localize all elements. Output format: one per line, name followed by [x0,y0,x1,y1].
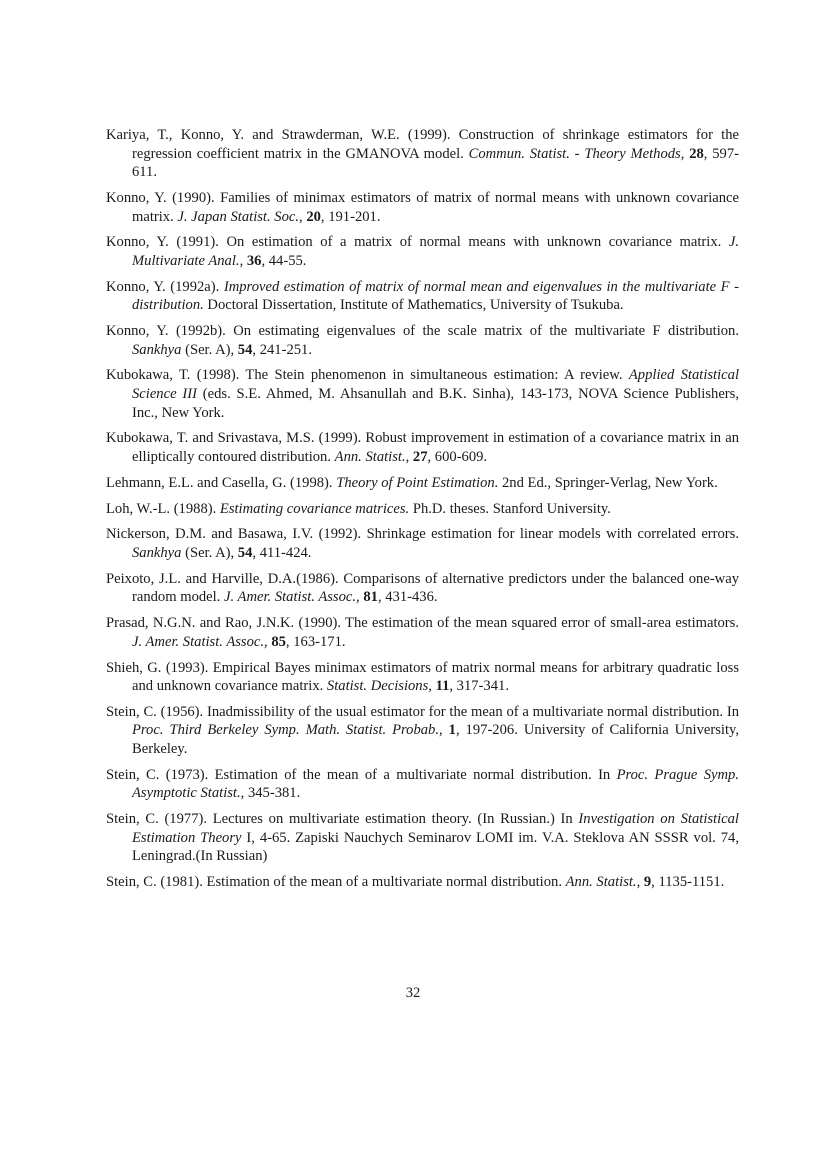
reference-list [106,126,739,899]
reference-volume: 20 [306,208,321,225]
reference-journal: Commun. Statist. - Theory Methods [468,145,681,162]
reference-text: Doctoral Dissertation, Institute of Mathematics, University of Tsukuba. [203,297,624,314]
reference-entry [106,474,739,493]
reference-text: (eds. S.E. Ahmed, M. Ahsanullah and B.K. Sinha), 143-173, NOVA Science Publishers, Inc., New York. [132,386,739,421]
reference-pages: , 1135-1151. [651,874,725,891]
reference-text: , [239,252,247,269]
reference-pages: , 600-609. [427,449,488,466]
reference-text: (Ser. A), [181,544,238,561]
reference-text: Peixoto, J.L. and Harville, D.A.(1986). Comparisons of alternative predictors under the balanced one-way random model. [106,570,739,606]
reference-text: Stein, C. (1981). Estimation of the mean of a multivariate normal distribution. [106,874,566,891]
reference-text: Ph.D. theses. Stanford University. [409,500,611,517]
reference-text: , [439,722,449,739]
reference-journal: Sankhya [132,341,182,358]
reference-text: Nickerson, D.M. and Basawa, I.V. (1992). Shrinkage estimation for linear models with correlated errors. [106,526,739,543]
reference-pages: , 163-171. [285,633,346,650]
reference-text: Kariya, T., Konno, Y. and Strawderman, W.E. (1999). Construction of shrinkage estimators for the regression coefficient matrix in the GMANOVA model. [106,127,739,162]
reference-journal: Proc. Prague Symp. Asymptotic Statist. [132,766,739,802]
reference-journal: J. Multivariate Anal. [132,234,739,269]
reference-entry [106,278,739,315]
reference-text: 2nd Ed., Springer-Verlag, New York. [498,474,718,491]
reference-entry [106,366,739,422]
reference-text: , [636,874,644,891]
reference-title: Investigation on Statistical Estimation Theory [132,811,739,846]
reference-journal: Proc. Third Berkeley Symp. Math. Statist. Probab. [132,722,440,739]
reference-volume: 27 [412,449,428,466]
reference-volume: 54 [237,544,253,561]
reference-text: Stein, C. (1977). Lectures on multivariate estimation theory. (In Russian.) In [106,811,579,828]
reference-volume: 85 [271,633,286,650]
reference-volume: 36 [246,252,262,269]
reference-entry [106,766,739,803]
reference-text: Konno, Y. (1990). Families of minimax estimators of matrix of normal means with unknown covariance matrix. [106,189,739,225]
reference-pages: , 191-201. [320,208,381,225]
reference-entry [106,570,739,607]
reference-text: Konno, Y. (1992a). [106,278,224,295]
reference-pages: , 431-436. [377,589,438,606]
reference-pages: , 241-251. [252,341,312,358]
reference-text: Prasad, N.G.N. and Rao, J.N.K. (1990). The estimation of the mean squared error of small-area estimators. [106,615,739,632]
reference-entry [106,614,739,651]
reference-volume: 11 [435,678,450,695]
reference-pages: , 411-424. [252,544,312,561]
reference-entry [106,810,739,866]
reference-pages: , 597-611. [132,145,739,181]
reference-pages: , 44-55. [261,252,307,269]
reference-text: Lehmann, E.L. and Casella, G. (1998). [106,474,337,491]
reference-volume: 28 [689,145,704,162]
reference-text: Stein, C. (1956). Inadmissibility of the usual estimator for the mean of a multivariate normal distribution. In [106,703,739,720]
page-number: 32 [405,985,421,1001]
reference-entry [106,322,739,359]
reference-text: Kubokawa, T. and Srivastava, M.S. (1999). Robust improvement in estimation of a covariance matrix in an elliptically contoured distribution. [106,430,739,466]
reference-title: Applied Statistical Science III [132,367,739,403]
reference-text: , [405,449,413,466]
reference-journal: J. Amer. Statist. Assoc. [224,589,357,606]
reference-title: Improved estimation of matrix of normal mean and eigenvalues in the multivariate F - distribution. [132,278,739,314]
reference-text: Kubokawa, T. (1998). The Stein phenomenon in simultaneous estimation: A review. [106,367,629,384]
reference-text: , [299,208,307,225]
reference-journal: Ann. Statist. [565,874,637,891]
reference-entry [106,233,739,270]
reference-journal: J. Amer. Statist. Assoc. [132,633,265,650]
reference-title: Estimating covariance matrices. [219,500,410,517]
reference-journal: Statist. Decisions [326,678,429,695]
reference-title: Theory of Point Estimation. [336,474,499,491]
reference-text: Konno, Y. (1991). On estimation of a matrix of normal means with unknown covariance matrix. [106,234,729,251]
reference-text: (Ser. A), [181,341,238,358]
reference-entry [106,429,739,466]
reference-entry [106,703,739,759]
reference-entry [106,500,739,519]
reference-volume: 1 [448,722,456,739]
reference-text: , [356,589,364,606]
reference-text: Stein, C. (1973). Estimation of the mean of a multivariate normal distribution. In [106,766,617,783]
reference-text: Konno, Y. (1992b). On estimating eigenvalues of the scale matrix of the multivariate F distribution. [106,323,739,340]
reference-volume: 81 [363,589,378,606]
reference-entry [106,189,739,226]
reference-text: , [264,633,272,650]
reference-text: Shieh, G. (1993). Empirical Bayes minimax estimators of matrix normal means for arbitrary quadratic loss and unknown covariance matrix. [106,659,739,695]
reference-entry [106,525,739,562]
reference-journal: Sankhya [132,544,182,561]
reference-text: Loh, W.-L. (1988). [106,500,220,517]
reference-pages: , 197-206. University of California University, Berkeley. [132,722,739,758]
reference-volume: 9 [643,874,652,891]
reference-journal: J. Japan Statist. Soc. [177,208,300,225]
reference-text: , [680,145,690,162]
reference-entry [106,126,739,182]
reference-volume: 54 [237,341,253,358]
reference-entry [106,873,739,892]
reference-pages: , 317-341. [449,678,509,695]
reference-journal: Ann. Statist. [334,449,406,466]
reference-text: I, 4-65. Zapiski Nauchych Seminarov LOMI im. V.A. Steklova AN SSSR vol. 74, Leningrad.(In Russian) [132,829,739,865]
reference-entry [106,659,739,696]
reference-text: , 345-381. [240,785,301,802]
reference-text: , [428,678,436,695]
